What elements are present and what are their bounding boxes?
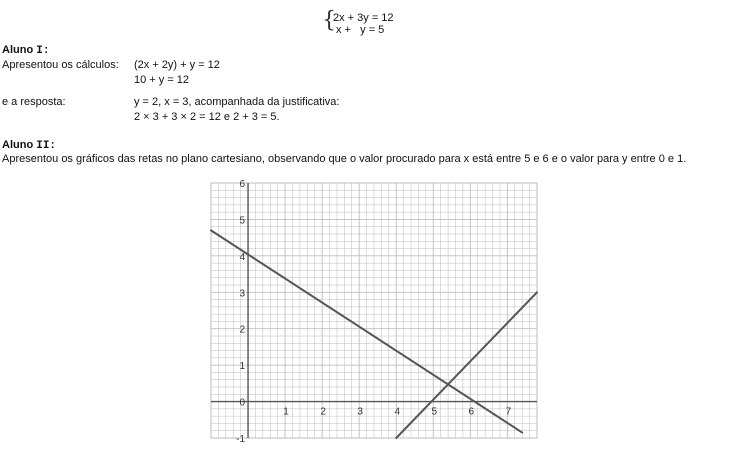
x-tick-label: 7: [505, 406, 512, 418]
aluno1-roman: I:: [36, 45, 50, 57]
y-tick-label: 3: [239, 288, 246, 300]
x-tick-label: 4: [394, 406, 401, 418]
aluno1-label: Aluno: [2, 44, 37, 56]
y-tick-label: 0: [239, 397, 246, 409]
system-brace: {: [322, 8, 336, 33]
x-tick-label: 1: [283, 406, 289, 418]
aluno2-label: Aluno: [2, 139, 37, 151]
y-tick-label: 6: [239, 179, 246, 190]
grid: [211, 183, 537, 438]
aluno2-description: Apresentou os gráficos das retas no plano cartesiano, observando que o valor procurado para x está entre 5 e 6 e o valor para y entre 0 e 1.: [2, 153, 687, 165]
y-tick-label: 4: [239, 251, 246, 263]
aluno1-answer-line1: y = 2, x = 3, acompanhada da justificativa:: [134, 96, 340, 108]
x-tick-label: 5: [431, 406, 438, 418]
aluno2-roman: II:: [36, 140, 57, 152]
system-eq2: x + y = 5: [336, 24, 385, 36]
aluno1-answer-label: e a resposta:: [2, 96, 66, 108]
aluno1-answer-line2: 2 × 3 + 3 × 2 = 12 e 2 + 3 = 5.: [134, 111, 280, 123]
y-tick-label: 2: [239, 324, 246, 336]
aluno1-calc-line2: 10 + y = 12: [134, 74, 190, 86]
aluno1-calc-label: Apresentou os cálculos:: [2, 59, 119, 71]
x-tick-label: 3: [357, 406, 363, 418]
x-tick-label: 2: [320, 406, 326, 418]
y-tick-label: 1: [239, 361, 246, 373]
y-tick-label: -1: [236, 434, 246, 445]
x-tick-label: 6: [468, 406, 475, 418]
system-eq1: 2x + 3y = 12: [333, 12, 394, 24]
aluno1-calc-line1: (2x + 2y) + y = 12: [134, 59, 220, 71]
y-tick-label: 5: [239, 215, 246, 227]
